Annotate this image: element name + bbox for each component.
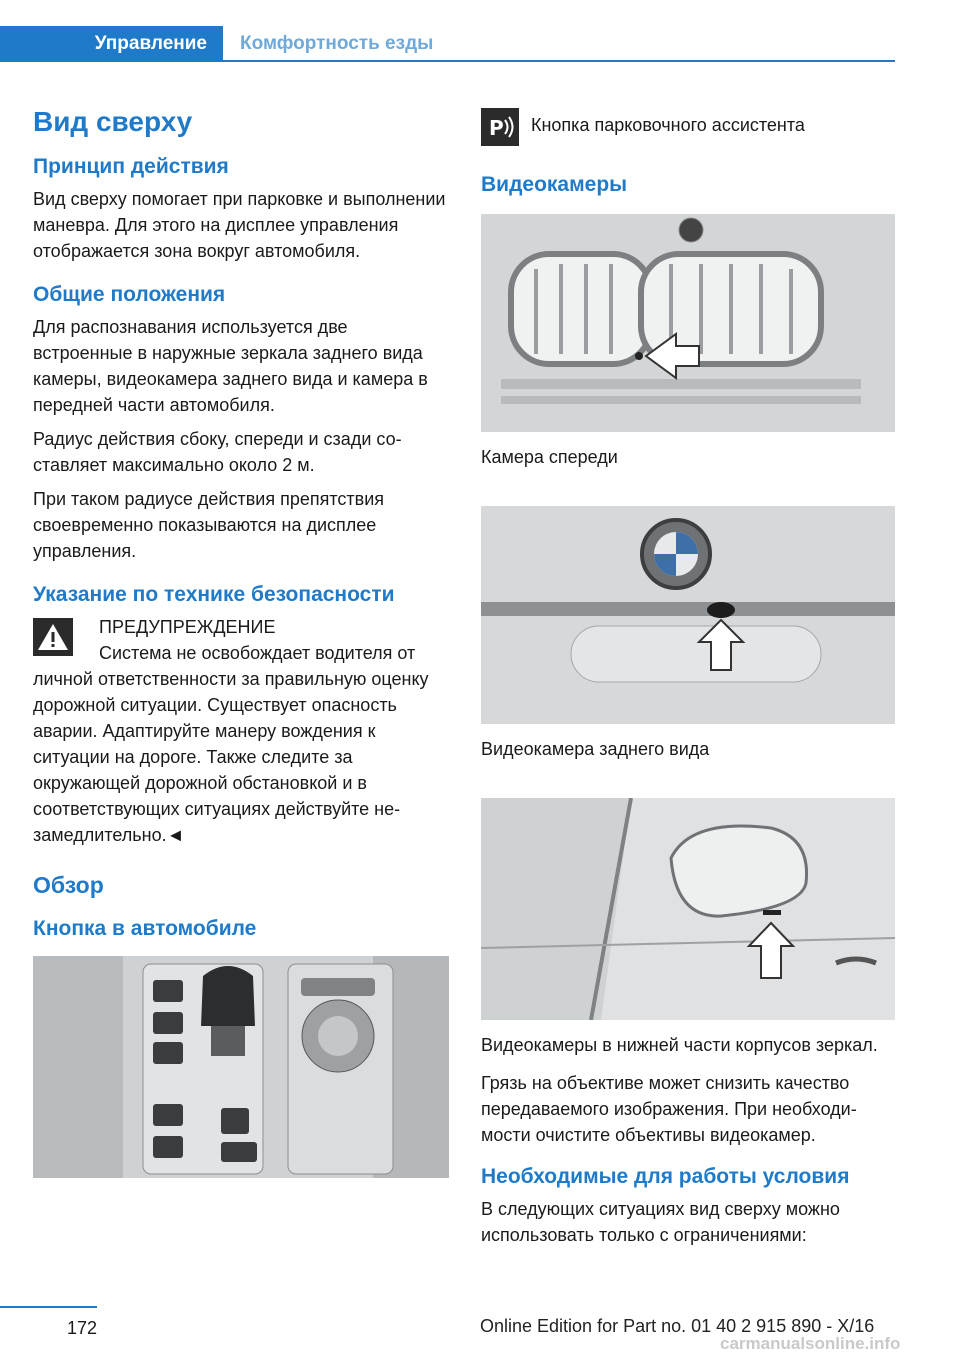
console-button-photo <box>33 956 449 1178</box>
general-heading: Общие положения <box>33 283 226 306</box>
park-assist-button-caption: Кнопка парковочного ассистента <box>531 115 805 135</box>
header-tab-control[interactable]: Управление <box>0 26 223 62</box>
left-column <box>33 100 449 1178</box>
warning-block <box>33 614 449 640</box>
rear-camera-photo <box>481 506 895 724</box>
console-illustration <box>33 956 449 1178</box>
rear-camera-illustration <box>481 506 895 724</box>
front-camera-photo <box>481 214 895 432</box>
page-header <box>0 26 895 62</box>
general-paragraph-1: Для распознавания используется две встроенные в наружные зеркала заднего вида камеры, видеокамера заднего вида и камера в передней части автомобиля. <box>33 317 428 415</box>
overview-heading: Обзор <box>33 872 104 898</box>
warning-triangle-icon <box>33 618 73 656</box>
page-title: Вид сверху <box>33 106 193 137</box>
button-heading: Кнопка в автомобиле <box>33 917 257 940</box>
footer-rule <box>0 1306 97 1308</box>
principle-text: Вид сверху помогает при парковке и выполнении маневра. Для этого на дисплее управления отображается зона вокруг автомобиля. <box>33 189 446 261</box>
mirror-camera-illustration <box>481 798 895 1020</box>
watermark: carmanualsonline.info <box>720 1334 901 1353</box>
svg-text:P: P <box>489 116 504 140</box>
conditions-heading: Необходимые для работы условия <box>481 1165 850 1188</box>
warning-text: Система не освобождает водителя от личной ответственности за правильную оценку дорожной ситуации. Существует опасность аварии. Адаптируйте манеру вождения к ситуации на дороге. Также следите за окружающей дорожной обстановкой и в соответствующих ситуациях действуйте незамедлительно.◄ <box>33 643 429 845</box>
conditions-text: В следующих ситуациях вид сверху можно использовать только с ограничениями: <box>481 1199 840 1245</box>
right-column <box>481 100 895 1256</box>
mirror-camera-photo <box>481 798 895 1020</box>
rear-camera-caption: Видеокамера заднего вида <box>481 739 710 759</box>
warning-title: ПРЕДУПРЕЖДЕНИЕ <box>99 617 276 637</box>
general-paragraph-2: Радиус действия сбоку, спереди и сзади составляет максимально около 2 м. <box>33 429 402 475</box>
principle-heading: Принцип действия <box>33 155 229 178</box>
park-assist-button-line <box>481 108 895 148</box>
header-tab-comfort[interactable]: Комфортность езды <box>240 33 434 54</box>
header-rule <box>223 60 895 62</box>
edition-info: Online Edition for Part no. 01 40 2 915 890 - X/16 <box>480 1316 875 1336</box>
general-paragraph-3: При таком радиусе действия препятствия своевременно показываются на дисплее управления. <box>33 489 384 561</box>
cameras-heading: Видеокамеры <box>481 173 628 196</box>
dirt-warning-text: Грязь на объективе может снизить качество передаваемого изображения. При необходимости очистите объективы видеокамер. <box>481 1073 857 1145</box>
front-camera-caption: Камера спереди <box>481 447 618 467</box>
front-camera-illustration <box>481 214 895 432</box>
safety-heading: Указание по технике безопасности <box>33 583 395 606</box>
park-assist-button-icon <box>481 108 519 146</box>
mirror-camera-caption: Видеокамеры в нижней части корпусов зеркал. <box>481 1035 878 1055</box>
page-number: 172 <box>66 1318 97 1338</box>
